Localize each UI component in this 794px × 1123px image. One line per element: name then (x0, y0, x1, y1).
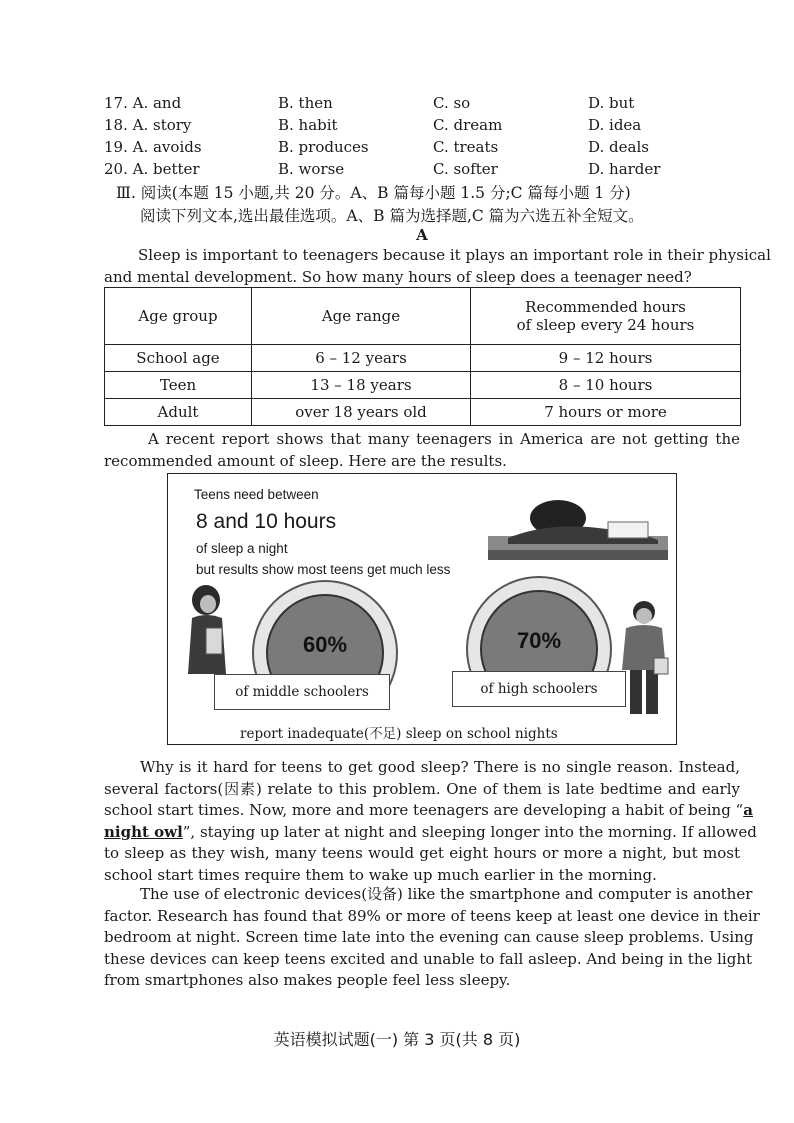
option-a: 20. A. better (104, 160, 200, 178)
text-line: A recent report shows that many teenagers in America are not getting the (148, 430, 740, 448)
text-line: from smartphones also makes people feel less sleepy. (104, 971, 511, 989)
table-cell: 9 – 12 hours (471, 345, 741, 372)
option-b: B. habit (278, 116, 338, 134)
option-c: C. softer (433, 160, 498, 178)
option-c: C. so (433, 94, 471, 112)
text-line: several factors(因素) relate to this problem. One of them is late bedtime and early (104, 779, 740, 798)
intro-paragraph (104, 245, 771, 288)
text-line: recommended amount of sleep. Here are the results. (104, 451, 507, 470)
table-row (105, 345, 741, 372)
high-school-label: of high schoolers (452, 671, 626, 707)
text-line: Why is it hard for teens to get good sleep? There is no single reason. Instead, (140, 758, 740, 776)
option-b: B. worse (278, 160, 345, 178)
option-a: 17. A. and (104, 94, 182, 112)
table-cell: School age (105, 345, 252, 372)
option-c: C. dream (433, 116, 503, 134)
boy-student-image (618, 600, 670, 716)
page-footer: 英语模拟试题(一) 第 3 页(共 8 页) (273, 1030, 521, 1049)
info-big-text: 8 and 10 hours (196, 510, 337, 533)
table-header-line: Recommended hours (525, 298, 686, 316)
option-row-18 (104, 116, 744, 138)
table-header: Age range (252, 288, 471, 345)
high-school-percent: 70% (516, 628, 562, 653)
text-segment: ”, staying up later at night and sleeping longer into the morning. If allowed (182, 822, 757, 841)
option-d: D. harder (588, 160, 661, 178)
option-b: B. produces (278, 138, 369, 156)
table-header-row (105, 288, 741, 345)
option-d: D. deals (588, 138, 649, 156)
text-line: and mental development. So how many hours of sleep does a teenager need? (104, 267, 692, 286)
option-d: D. but (588, 94, 635, 112)
passage-label: A (416, 226, 428, 244)
paragraph-2 (104, 884, 760, 992)
table-cell: 7 hours or more (471, 399, 741, 426)
sleeping-student-image (488, 492, 668, 564)
sleep-infographic (167, 473, 677, 745)
table-cell: 13 – 18 years (252, 372, 471, 399)
text-line: The use of electronic devices(设备) like the smartphone and computer is another (140, 885, 753, 903)
text-line: school start times require them to wake up much earlier in the morning. (104, 865, 657, 884)
section-heading: Ⅲ. 阅读(本题 15 小题,共 20 分。A、B 篇每小题 1.5 分;C 篇每小题 1 分) (116, 184, 631, 202)
option-d: D. idea (588, 116, 642, 134)
text-line: these devices can keep teens excited and unable to fall asleep. And being in the light (104, 949, 753, 968)
text-line (104, 800, 753, 822)
section-instruction: 阅读下列文本,选出最佳选项。A、B 篇为选择题,C 篇为六选五补全短文。 (140, 207, 644, 225)
table-cell: Adult (105, 399, 252, 426)
girl-student-image (184, 584, 230, 676)
table-cell: Teen (105, 372, 252, 399)
option-row-20 (104, 160, 744, 182)
option-b: B. then (278, 94, 333, 112)
info-line: of sleep a night (196, 541, 288, 556)
paragraph-1 (104, 757, 757, 886)
table-row (105, 372, 741, 399)
option-row-19 (104, 138, 744, 160)
info-line: but results show most teens get much less (196, 562, 451, 577)
info-bottom-caption: report inadequate(不足) sleep on school nights (240, 726, 558, 742)
option-a: 18. A. story (104, 116, 192, 134)
table-header-line: of sleep every 24 hours (516, 316, 695, 334)
info-line: Teens need between (194, 487, 319, 502)
report-paragraph (104, 429, 740, 472)
text-line: to sleep as they wish, many teens would get eight hours or more a night, but most (104, 844, 740, 862)
table-cell: 8 – 10 hours (471, 372, 741, 399)
text-line: factor. Research has found that 89% or more of teens keep at least one device in their (104, 906, 760, 925)
text-line: Sleep is important to teenagers because it plays an important role in their physical (138, 246, 771, 264)
option-row-17 (104, 94, 744, 116)
underlined-phrase: night owl (104, 822, 183, 841)
middle-school-percent: 60% (302, 632, 348, 657)
text-line (104, 822, 757, 844)
table-header: Age group (105, 288, 252, 345)
option-a: 19. A. avoids (104, 138, 202, 156)
text-line: bedroom at night. Screen time late into the evening can cause sleep problems. Using (104, 928, 754, 946)
table-cell: over 18 years old (252, 399, 471, 426)
underlined-phrase: a (743, 801, 753, 819)
table-header (471, 288, 741, 345)
option-c: C. treats (433, 138, 499, 156)
table-row (105, 399, 741, 426)
text-segment: school start times. Now, more and more teenagers are developing a habit of being “ (104, 801, 744, 819)
table-cell: 6 – 12 years (252, 345, 471, 372)
middle-school-label: of middle schoolers (214, 674, 390, 710)
sleep-table (104, 287, 741, 426)
